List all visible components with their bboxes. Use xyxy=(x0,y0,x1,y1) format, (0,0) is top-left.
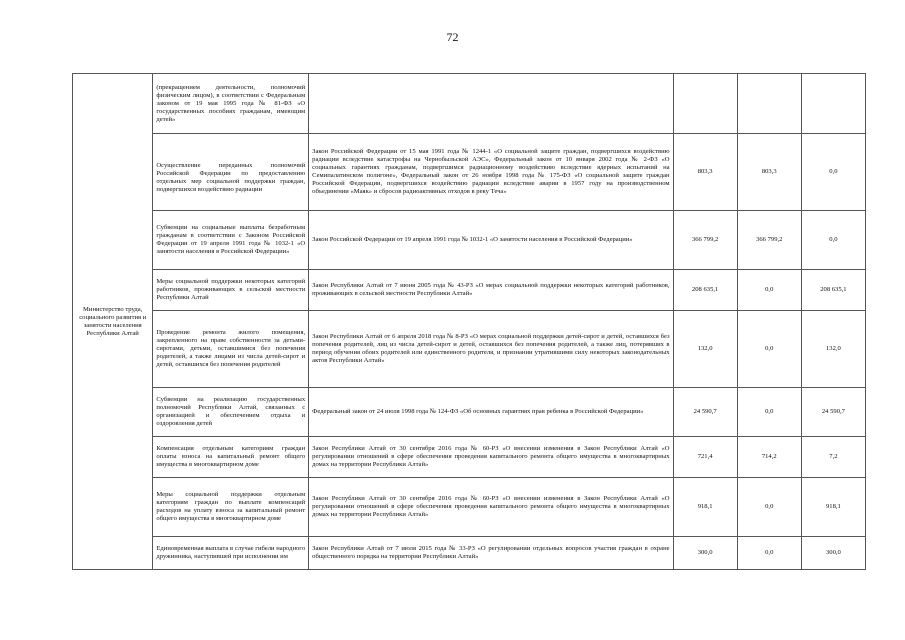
federal-cell: 0,0 xyxy=(737,478,801,537)
federal-cell xyxy=(737,74,801,134)
federal-cell: 0,0 xyxy=(737,270,801,311)
total-cell: 721,4 xyxy=(673,437,737,478)
measure-cell: Осуществление переданных полномочий Российской Федерации по предоставлению отдельных мер социальной поддержки граждан, подвергшихся воздействию радиации xyxy=(153,134,309,211)
page-number: 72 xyxy=(446,30,459,44)
regional-cell xyxy=(801,74,865,134)
table-row xyxy=(73,211,866,270)
table-row xyxy=(73,478,866,537)
measure-cell: Субвенции на реализацию государственных полномочий Республики Алтай, связанных с организацией и обеспечением отдыха и оздоровления детей xyxy=(153,388,309,437)
law-cell: Федеральный закон от 24 июля 1998 года № 124-ФЗ «Об основных гарантиях прав ребенка в Российской Федерации» xyxy=(309,388,673,437)
total-cell xyxy=(673,74,737,134)
total-cell: 366 799,2 xyxy=(673,211,737,270)
organization-cell: Министерство труда, социального развития и занятости населения Республики Алтай xyxy=(73,74,153,570)
federal-cell: 0,0 xyxy=(737,388,801,437)
table-row xyxy=(73,388,866,437)
federal-cell: 366 799,2 xyxy=(737,211,801,270)
federal-cell: 714,2 xyxy=(737,437,801,478)
law-cell: Закон Республики Алтай от 30 сентября 2016 года № 60-РЗ «О внесении изменения в Закон Республики Алтай «О регулировании отношений в сфере обеспечения проведения капитального ремонта общего имущества в многоквартирных домах на территории Республики Алтай» xyxy=(309,478,673,537)
regional-cell: 24 590,7 xyxy=(801,388,865,437)
regional-cell: 918,1 xyxy=(801,478,865,537)
measure-cell: Единовременная выплата в случае гибели народного дружинника, наступившей при исполнении им xyxy=(153,537,309,570)
federal-cell: 803,3 xyxy=(737,134,801,211)
table-row xyxy=(73,537,866,570)
regional-cell: 0,0 xyxy=(801,211,865,270)
measure-cell: Меры социальной поддержки некоторых категорий работников, проживающих в сельской местности Республики Алтай xyxy=(153,270,309,311)
table-row xyxy=(73,134,866,211)
measure-cell: Компенсация отдельным категориям граждан оплаты взноса на капитальный ремонт общего имущества в многоквартирном доме xyxy=(153,437,309,478)
regional-cell: 7,2 xyxy=(801,437,865,478)
measure-cell: Субвенции на социальные выплаты безработным гражданам в соответствии с Законом Российской Федерации от 19 апреля 1991 года № 1032-1 «О занятости населения в Российской Федерации» xyxy=(153,211,309,270)
total-cell: 918,1 xyxy=(673,478,737,537)
law-cell: Закон Российской Федерации от 15 мая 1991 года № 1244-1 «О социальной защите граждан, подвергшихся воздействию радиации вследствие катастрофы на Чернобыльской АЭС», Федеральный закон от 10 января 2002 года № 2-ФЗ «О социальных гарантиях гражданам, подвергшимся радиационному воздействию вследствие ядерных испытаний на Семипалатинском полигоне», Федеральный закон от 26 ноября 1998 года № 175-ФЗ «О социальной защите граждан Российской Федерации, подвергшихся воздействию радиации вследствие аварии в 1957 году на производственном объединении «Маяк» и сбросов радиоактивных отходов в реку Теча» xyxy=(309,134,673,211)
law-cell: Закон Российской Федерации от 19 апреля 1991 года № 1032-1 «О занятости населения в Российской Федерации» xyxy=(309,211,673,270)
law-cell: Закон Республики Алтай от 6 апреля 2018 года № 8-РЗ «О мерах социальной поддержки детей-сирот и детей, оставшихся без попечения родителей, лиц из числа детей-сирот и детей, оставшихся без попечения родителей, а также лиц, потерявших в период обучения обоих родителей или единственного родителя, и признании утратившими силу некоторых законодательных актов Республики Алтай» xyxy=(309,311,673,388)
total-cell: 300,0 xyxy=(673,537,737,570)
law-cell xyxy=(309,74,673,134)
table-row xyxy=(73,74,866,134)
table-row xyxy=(73,270,866,311)
regional-cell: 132,0 xyxy=(801,311,865,388)
total-cell: 132,0 xyxy=(673,311,737,388)
law-cell: Закон Республики Алтай от 30 сентября 2016 года № 60-РЗ «О внесении изменения в Закон Республики Алтай «О регулировании отношений в сфере обеспечения проведения капитального ремонта общего имущества в многоквартирных домах на территории Республики Алтай» xyxy=(309,437,673,478)
table-row xyxy=(73,437,866,478)
law-cell: Закон Республики Алтай от 7 июня 2005 года № 43-РЗ «О мерах социальной поддержки некоторых категорий работников, проживающих в сельской местности Республики Алтай» xyxy=(309,270,673,311)
total-cell: 208 635,1 xyxy=(673,270,737,311)
regional-cell: 208 635,1 xyxy=(801,270,865,311)
law-cell: Закон Республики Алтай от 7 июля 2015 года № 33-РЗ «О регулировании отдельных вопросов участия граждан в охране общественного порядка на территории Республики Алтай» xyxy=(309,537,673,570)
total-cell: 803,3 xyxy=(673,134,737,211)
total-cell: 24 590,7 xyxy=(673,388,737,437)
measure-cell: Меры социальной поддержки отдельным категориям граждан по выплате компенсаций расходов на уплату взноса за капитальный ремонт общего имущества в многоквартирном доме xyxy=(153,478,309,537)
measure-cell: Проведение ремонта жилого помещения, закрепленного на праве собственности за детьми-сиротами, детьми, оставшимися без попечения родителей, а также лицами из числа детей-сирот и детей, оставшихся без попечения родителей xyxy=(153,311,309,388)
federal-cell: 0,0 xyxy=(737,311,801,388)
budget-table xyxy=(72,73,866,570)
federal-cell: 0,0 xyxy=(737,537,801,570)
regional-cell: 300,0 xyxy=(801,537,865,570)
measure-cell: (прекращением деятельности, полномочий физическим лицом), в соответствии с Федеральным законом от 19 мая 1995 года № 81-ФЗ «О государственных пособиях гражданам, имеющим детей» xyxy=(153,74,309,134)
table-row xyxy=(73,311,866,388)
regional-cell: 0,0 xyxy=(801,134,865,211)
